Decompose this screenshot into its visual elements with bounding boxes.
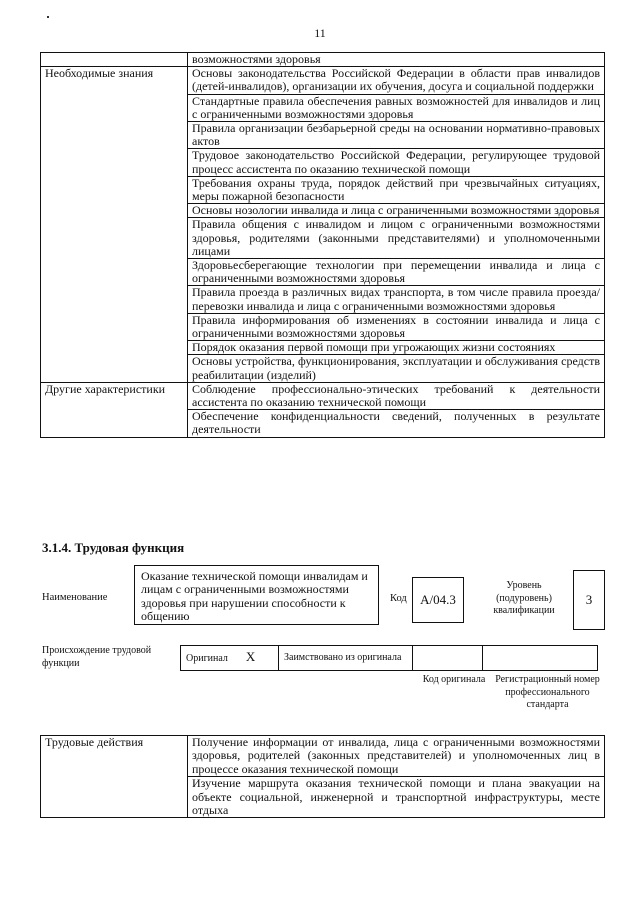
page-number: 11: [314, 26, 326, 40]
borrowed-label: Заимствовано из оригинала: [279, 646, 413, 671]
code-original-caption: Код оригинала: [422, 674, 486, 685]
original-label: Оригинал: [186, 653, 228, 664]
original-mark: X: [245, 649, 256, 664]
table-row: [181, 646, 598, 671]
knowledge-table: [40, 52, 605, 438]
registration-caption: Регистрационный номер профессионального стандарта: [495, 674, 600, 710]
origin-label: Происхождение трудовой функции: [42, 645, 152, 669]
knowledge-item: Правила информирования об изменениях в состоянии инвалида и лица с ограниченными возможностями здоровья: [188, 313, 605, 340]
code-value: A/04.3: [412, 577, 464, 623]
knowledge-item: Трудовое законодательство Российской Федерации, регулирующее трудовой процесс ассистента по оказанию технической помощи: [188, 149, 605, 176]
level-value: 3: [573, 570, 605, 630]
other-item: Соблюдение профессионально-этических требований к деятельности ассистента по оказанию технической помощи: [188, 382, 605, 409]
continuation-cell: возможностями здоровья: [188, 53, 605, 67]
function-name-value: Оказание технической помощи инвалидам и лицам с ограниченными возможностями здоровья при нарушении способности к общению: [134, 565, 379, 625]
action-item: Изучение маршрута оказания технической помощи и плана эвакуации на объекте социальной, инженерной и транспортной инфраструктуры, месте отдыха: [188, 777, 605, 818]
name-label: Наименование: [42, 592, 108, 603]
knowledge-label: Необходимые знания: [41, 67, 188, 383]
registration-number-cell: [483, 646, 598, 671]
section-title: 3.1.4. Трудовая функция: [42, 540, 185, 555]
knowledge-item: Основы нозологии инвалида и лица с ограниченными возможностями здоровья: [188, 204, 605, 218]
knowledge-item: Правила общения с инвалидом и лицом с ограниченными возможностями здоровья, родителями (законными представителями) и уполномоченными лицами: [188, 218, 605, 259]
original-code-cell: [413, 646, 483, 671]
knowledge-item: Требования охраны труда, порядок действий при чрезвычайных ситуациях, меры пожарной безопасности: [188, 176, 605, 203]
original-cell: [181, 646, 279, 671]
table-row: [41, 67, 605, 94]
origin-table: [180, 645, 598, 671]
knowledge-item: Стандартные правила обеспечения равных возможностей для инвалидов и лиц с ограниченными возможностями здоровья: [188, 94, 605, 121]
other-item: Обеспечение конфиденциальности сведений, полученных в результате деятельности: [188, 410, 605, 437]
knowledge-item: Здоровьесберегающие технологии при перемещении инвалида и лица с ограниченными возможностями здоровья: [188, 259, 605, 286]
actions-label: Трудовые действия: [41, 736, 188, 818]
table-row: [41, 53, 605, 67]
table-row: [41, 382, 605, 409]
empty-label-cell: [41, 53, 188, 67]
knowledge-item: Основы устройства, функционирования, эксплуатации и обслуживания средств реабилитации (изделий): [188, 355, 605, 382]
scan-speck: [47, 16, 49, 18]
actions-table: [40, 735, 605, 818]
table-row: [41, 736, 605, 777]
code-label: Код: [390, 593, 407, 604]
knowledge-item: Правила организации безбарьерной среды на основании нормативно-правовых актов: [188, 122, 605, 149]
knowledge-item: Порядок оказания первой помощи при угрожающих жизни состояниях: [188, 341, 605, 355]
action-item: Получение информации от инвалида, лица с ограниченными возможностями здоровья, родителей (законных представителей) и уполномоченных лиц в процессе оказания технической помощи: [188, 736, 605, 777]
knowledge-item: Основы законодательства Российской Федерации в области прав инвалидов (детей-инвалидов), организации их обучения, досуга и социальной поддержки: [188, 67, 605, 94]
level-label: Уровень (подуровень) квалификации: [493, 580, 555, 616]
knowledge-item: Правила проезда в различных видах транспорта, в том числе правила проезда/перевозки инвалида и лица с ограниченными возможностями здоровья: [188, 286, 605, 313]
other-label: Другие характеристики: [41, 382, 188, 437]
